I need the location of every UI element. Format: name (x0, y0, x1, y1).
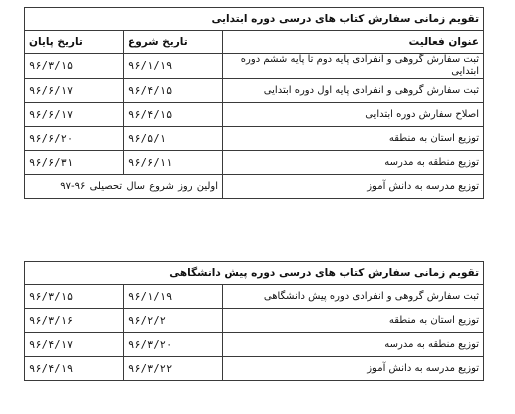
table-row (25, 175, 484, 199)
end-date-cell: ۹۶/۶/۱۷ (25, 79, 124, 103)
table-header-row (25, 31, 484, 54)
date-note-cell: اولین روز شروع سال تحصیلی ۹۶-۹۷ (25, 175, 223, 199)
activity-cell: ثبت سفارش گروهی و انفرادی دوره پیش دانشگاهی (223, 285, 484, 309)
start-date-cell: ۹۶/۳/۲۰ (124, 333, 223, 357)
table-row (25, 103, 484, 127)
table-row (25, 357, 484, 381)
activity-cell: توزیع مدرسه به دانش آموز (223, 357, 484, 381)
table-row (25, 151, 484, 175)
activity-cell: ثبت سفارش گروهی و انفرادی پایه اول دوره ابتدایی (223, 79, 484, 103)
start-date-cell: ۹۶/۶/۱۱ (124, 151, 223, 175)
start-date-cell: ۹۶/۴/۱۵ (124, 103, 223, 127)
end-date-cell: ۹۶/۳/۱۵ (25, 54, 124, 79)
end-date-cell: ۹۶/۳/۱۵ (25, 285, 124, 309)
preuniversity-schedule-table (24, 261, 484, 381)
table-row (25, 333, 484, 357)
activity-cell: توزیع استان به منطقه (223, 309, 484, 333)
elementary-schedule-table (24, 7, 484, 199)
start-date-cell: ۹۶/۳/۲۲ (124, 357, 223, 381)
table-row (25, 127, 484, 151)
table-row (25, 54, 484, 79)
table-title-row (25, 262, 484, 285)
activity-cell: توزیع منطقه به مدرسه (223, 333, 484, 357)
table-row (25, 309, 484, 333)
table-row (25, 79, 484, 103)
table-title: تقویم زمانی سفارش کتاب های درسی دوره پیش دانشگاهی (25, 262, 484, 285)
start-date-cell: ۹۶/۴/۱۵ (124, 79, 223, 103)
start-date-cell: ۹۶/۱/۱۹ (124, 285, 223, 309)
activity-cell: اصلاح سفارش دوره ابتدایی (223, 103, 484, 127)
header-activity: عنوان فعالیت (223, 31, 484, 54)
end-date-cell: ۹۶/۶/۳۱ (25, 151, 124, 175)
activity-cell: ثبت سفارش گروهی و انفرادی پایه دوم تا پایه ششم دوره ابتدایی (223, 54, 484, 79)
header-end-date: تاریخ پایان (25, 31, 124, 54)
start-date-cell: ۹۶/۵/۱ (124, 127, 223, 151)
table-row (25, 285, 484, 309)
end-date-cell: ۹۶/۶/۱۷ (25, 103, 124, 127)
activity-cell: توزیع استان به منطقه (223, 127, 484, 151)
start-date-cell: ۹۶/۲/۲ (124, 309, 223, 333)
table-title-row (25, 8, 484, 31)
end-date-cell: ۹۶/۶/۲۰ (25, 127, 124, 151)
header-start-date: تاریخ شروع (124, 31, 223, 54)
activity-cell: توزیع منطقه به مدرسه (223, 151, 484, 175)
activity-cell: توزیع مدرسه به دانش آموز (223, 175, 484, 199)
start-date-cell: ۹۶/۱/۱۹ (124, 54, 223, 79)
end-date-cell: ۹۶/۳/۱۶ (25, 309, 124, 333)
end-date-cell: ۹۶/۴/۱۹ (25, 357, 124, 381)
table-title: تقویم زمانی سفارش کتاب های درسی دوره ابتدایی (25, 8, 484, 31)
end-date-cell: ۹۶/۴/۱۷ (25, 333, 124, 357)
